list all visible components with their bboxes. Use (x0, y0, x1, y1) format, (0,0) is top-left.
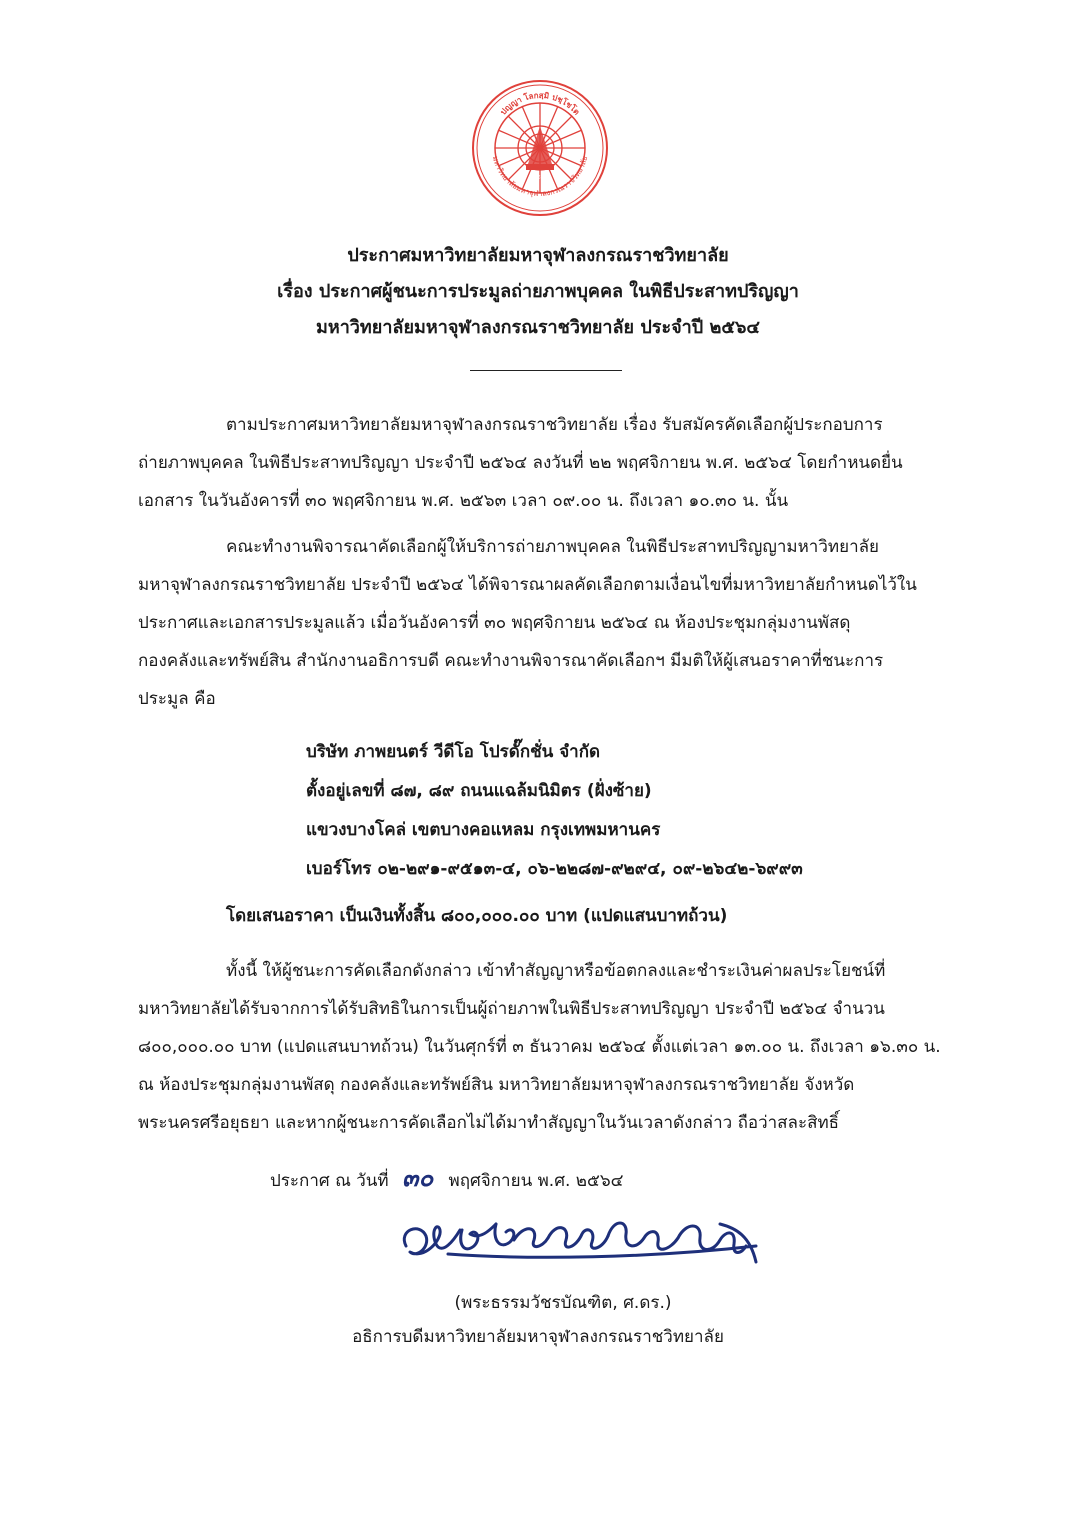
announcement-title (0, 238, 1076, 346)
paragraph-line: ถ่ายภาพบุคคล ในพิธีประสาทปริญญา ประจำปี ๒๕๖๔ ลงวันที่ ๒๒ พฤศจิกายน พ.ศ. ๒๕๖๔ โดยกำหนดยื่น (138, 453, 903, 473)
title-divider (470, 370, 622, 371)
signer-block (0, 1286, 1076, 1354)
winner-address-2: แขวงบางโคล่ เขตบางคอแหลม กรุงเทพมหานคร (306, 820, 661, 840)
title-line-1: ประกาศมหาวิทยาลัยมหาจุฬาลงกรณราชวิทยาลัย (347, 245, 729, 266)
title-line-3: มหาวิทยาลัยมหาจุฬาลงกรณราชวิทยาลัย ประจำปี ๒๕๖๔ (315, 317, 761, 338)
paragraph-line: ตามประกาศมหาวิทยาลัยมหาจุฬาลงกรณราชวิทยาลัย เรื่อง รับสมัครคัดเลือกผู้ประกอบการ (226, 415, 883, 435)
university-seal (470, 78, 610, 218)
paragraph-reference (138, 406, 952, 520)
title-line-2: เรื่อง ประกาศผู้ชนะการประมูลถ่ายภาพบุคคล ในพิธีประสาทปริญญา (277, 281, 799, 302)
date-day-handwritten: ๓๐ (402, 1163, 434, 1192)
signer-name: (พระธรรมวัชรบัณฑิต, ศ.ดร.) (454, 1293, 672, 1313)
date-prefix: ประกาศ ณ วันที่ (270, 1171, 389, 1191)
paragraph-line: ณ ห้องประชุมกลุ่มงานพัสดุ กองคลังและทรัพย์สิน มหาวิทยาลัยมหาจุฬาลงกรณราชวิทยาลัย จังหวัด (138, 1075, 855, 1095)
winner-details (306, 733, 803, 889)
paragraph-line: ประกาศและเอกสารประมูลแล้ว เมื่อวันอังคารที่ ๓๐ พฤศจิกายน ๒๕๖๔ ณ ห้องประชุมกลุ่มงานพัสดุ (138, 613, 851, 633)
signer-position: อธิการบดีมหาวิทยาลัยมหาจุฬาลงกรณราชวิทยาลัย (352, 1327, 724, 1347)
seal-motto: ปญญา โลกสฺมิ ปชฺโชโต (498, 90, 582, 117)
winner-phone: เบอร์โทร ๐๒-๒๙๑-๙๕๑๓-๔, ๐๖-๒๒๘๗-๙๒๙๔, ๐๙-๒๖๔๒-๖๙๙๓ (306, 859, 803, 879)
paragraph-line: เอกสาร ในวันอังคารที่ ๓๐ พฤศจิกายน พ.ศ. ๒๕๖๓ เวลา ๐๙.๐๐ น. ถึงเวลา ๑๐.๓๐ น. นั้น (138, 491, 789, 511)
winner-name: บริษัท ภาพยนตร์ วีดีโอ โปรดั๊กชั่น จำกัด (306, 742, 601, 762)
winner-address-1: ตั้งอยู่เลขที่ ๘๗, ๘๙ ถนนแฉล้มนิมิตร (ฝั่งซ้าย) (306, 781, 652, 801)
paragraph-line: กองคลังและทรัพย์สิน สำนักงานอธิการบดี คณะทำงานพิจารณาคัดเลือกฯ มีมติให้ผู้เสนอราคาที่ชนะการ (138, 651, 884, 671)
announcement-date (270, 1158, 624, 1197)
paragraph-line: มหาจุฬาลงกรณราชวิทยาลัย ประจำปี ๒๕๖๔ ได้พิจารณาผลคัดเลือกตามเงื่อนไขที่มหาวิทยาลัยกำหนดไว้ใน (138, 575, 917, 595)
paragraph-line: ๘๐๐,๐๐๐.๐๐ บาท (แปดแสนบาทถ้วน) ในวันศุกร์ที่ ๓ ธันวาคม ๒๕๖๔ ตั้งแต่เวลา ๑๓.๐๐ น. ถึงเวลา ๑๖.๓๐ น. (138, 1037, 941, 1057)
signature (390, 1200, 770, 1290)
paragraph-line: คณะทำงานพิจารณาคัดเลือกผู้ให้บริการถ่ายภาพบุคคล ในพิธีประสาทปริญญามหาวิทยาลัย (226, 537, 879, 557)
paragraph-line: ประมูล คือ (138, 689, 216, 709)
offer-price: โดยเสนอราคา เป็นเงินทั้งสิ้น ๘๐๐,๐๐๐.๐๐ บาท (แปดแสนบาทถ้วน) (226, 906, 728, 926)
paragraph-committee (138, 528, 952, 718)
seal-ring-text: มหาวิทยาลัยมหาจุฬาลงกรณราชวิทยาลัย (490, 155, 590, 199)
paragraph-line: มหาวิทยาลัยได้รับจากการได้รับสิทธิในการเป็นผู้ถ่ายภาพในพิธีประสาทปริญญา ประจำปี ๒๕๖๔ จำนวน (138, 999, 885, 1019)
paragraph-line: พระนครศรีอยุธยา และหากผู้ชนะการคัดเลือกไม่ได้มาทำสัญญาในวันเวลาดังกล่าว ถือว่าสละสิทธิ์ (138, 1113, 840, 1133)
seal-number: ๒๕๓๐ (531, 174, 549, 181)
date-suffix: พฤศจิกายน พ.ศ. ๒๕๖๔ (448, 1171, 624, 1191)
paragraph-contract (138, 952, 952, 1142)
paragraph-line: ทั้งนี้ ให้ผู้ชนะการคัดเลือกดังกล่าว เข้าทำสัญญาหรือข้อตกลงและชำระเงินค่าผลประโยชน์ที่ (226, 961, 886, 981)
